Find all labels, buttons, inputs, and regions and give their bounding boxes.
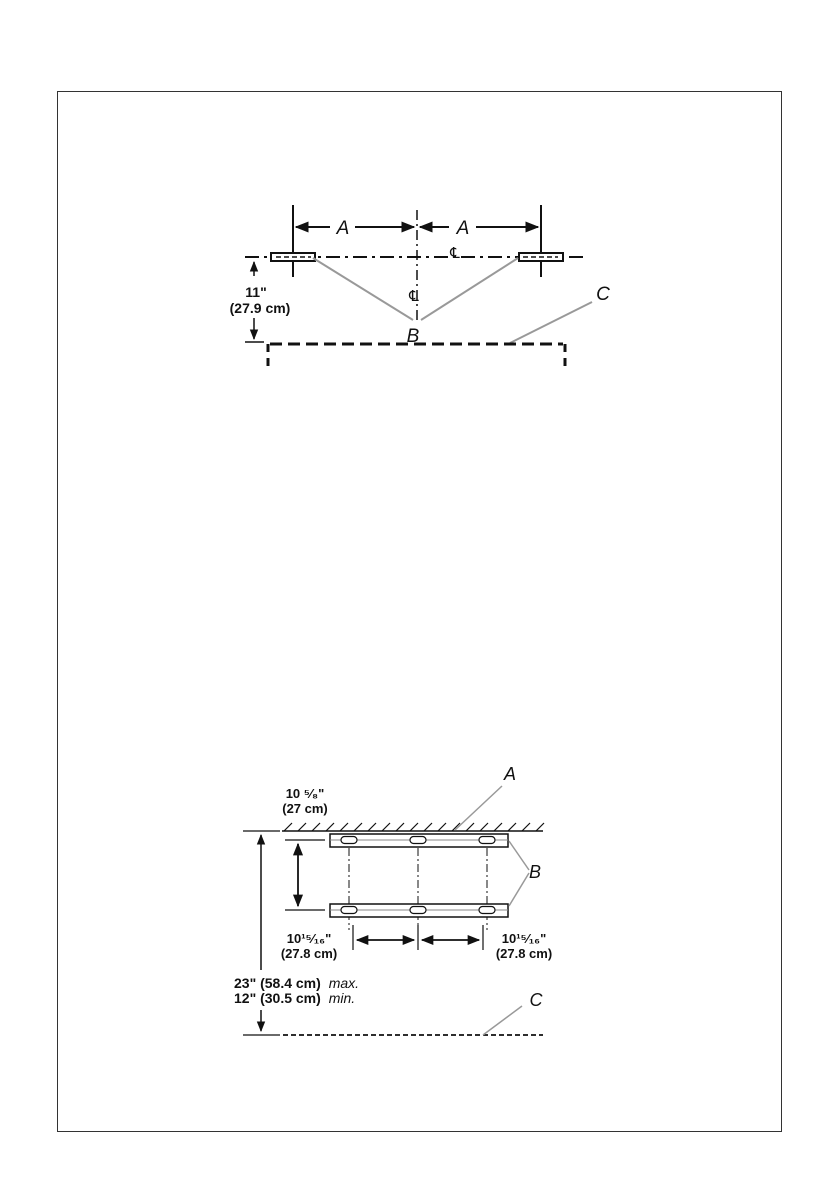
label-a-left: A (336, 218, 350, 239)
left-spacing-inches: 10¹⁵⁄₁₆" (286, 931, 332, 946)
min-value: 12" (30.5 cm) (234, 990, 321, 1006)
max-value: 23" (58.4 cm) (234, 975, 321, 991)
top-diagram (230, 205, 610, 372)
left-spacing-cm: (27.8 cm) (280, 946, 338, 961)
min-word: min. (328, 990, 356, 1006)
centerline-symbol-top: ℄ (450, 245, 460, 262)
dimension-cm: (27.9 cm) (229, 300, 291, 316)
centerline-symbol-mid: ℄ (409, 288, 419, 305)
label-c: C (596, 284, 610, 305)
bottom-diagram (234, 764, 552, 1035)
max-word: max. (328, 975, 360, 991)
label-a-right: A (456, 218, 470, 239)
label-b: B (406, 326, 420, 347)
label-a: A (503, 764, 517, 784)
label-b: B (528, 862, 542, 882)
min-dimension (234, 990, 355, 1006)
right-spacing-inches: 10¹⁵⁄₁₆" (501, 931, 547, 946)
max-dimension (234, 975, 359, 991)
right-spacing-cm: (27.8 cm) (495, 946, 553, 961)
dimension-inches: 11" (245, 284, 267, 300)
spacing-inches: 10 ⁵⁄₈" (285, 786, 325, 801)
spacing-cm: (27 cm) (282, 801, 328, 816)
label-c: C (529, 990, 543, 1010)
